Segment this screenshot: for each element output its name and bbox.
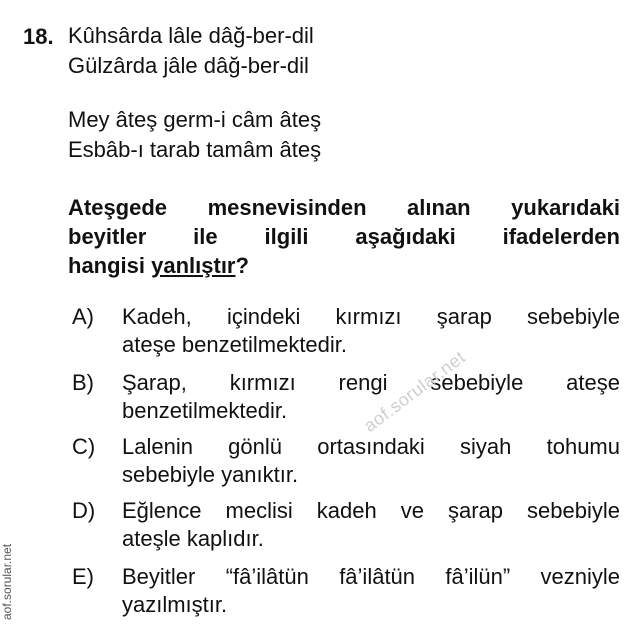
option-d[interactable]: [72, 497, 620, 553]
option-text: ateşe benzetilmektedir.: [122, 332, 348, 357]
option-text: Eğlence meclisi kadeh ve şarap sebebiyle: [122, 498, 620, 523]
option-text: Beyitler “fâ’ilâtün fâ’ilâtün fâ’ilün” vezniyle: [122, 564, 620, 589]
option-a[interactable]: [72, 303, 620, 359]
verse-line: Gülzârda jâle dâğ-ber-dil: [68, 53, 309, 78]
option-label: E): [72, 564, 94, 589]
option-e[interactable]: [72, 563, 620, 619]
option-text: Şarap, kırmızı rengi sebebiyle ateşe: [122, 370, 620, 395]
option-text: Lalenin gönlü ortasındaki siyah tohumu: [122, 434, 620, 459]
verse-line: Mey âteş germ-i câm âteş: [68, 107, 322, 132]
option-text: benzetilmektedir.: [122, 398, 288, 423]
watermark-side: aof.sorular.net: [0, 543, 14, 620]
option-text: Kadeh, içindeki kırmızı şarap sebebiyle: [122, 304, 620, 329]
stem-line: Ateşgede mesnevisinden alınan yukarıdaki: [68, 195, 620, 220]
option-label: D): [72, 498, 96, 523]
verse-line: Esbâb-ı tarab tamâm âteş: [68, 137, 322, 162]
option-text: sebebiyle yanıktır.: [122, 462, 299, 487]
stem-underlined-word: yanlıştır: [151, 253, 236, 278]
stem-prefix: hangisi: [68, 253, 152, 278]
question-stem: [68, 193, 620, 280]
option-label: C): [72, 434, 96, 459]
question-number: 18.: [23, 24, 54, 49]
stem-line: beyitler ile ilgili aşağıdaki ifadelerden: [68, 224, 620, 249]
option-text: ateşle kaplıdır.: [122, 526, 264, 551]
option-c[interactable]: [72, 433, 620, 489]
option-text: yazılmıştır.: [122, 592, 228, 617]
verse-block-2: [68, 105, 321, 165]
watermark-diagonal: aof.sorular.net: [360, 346, 470, 436]
verse-block-1: [68, 21, 314, 81]
stem-line: [68, 251, 620, 280]
verse-line: Kûhsârda lâle dâğ-ber-dil: [68, 23, 314, 48]
option-b[interactable]: [72, 369, 620, 425]
option-label: A): [72, 304, 94, 329]
stem-suffix: ?: [235, 253, 249, 278]
option-label: B): [72, 370, 94, 395]
